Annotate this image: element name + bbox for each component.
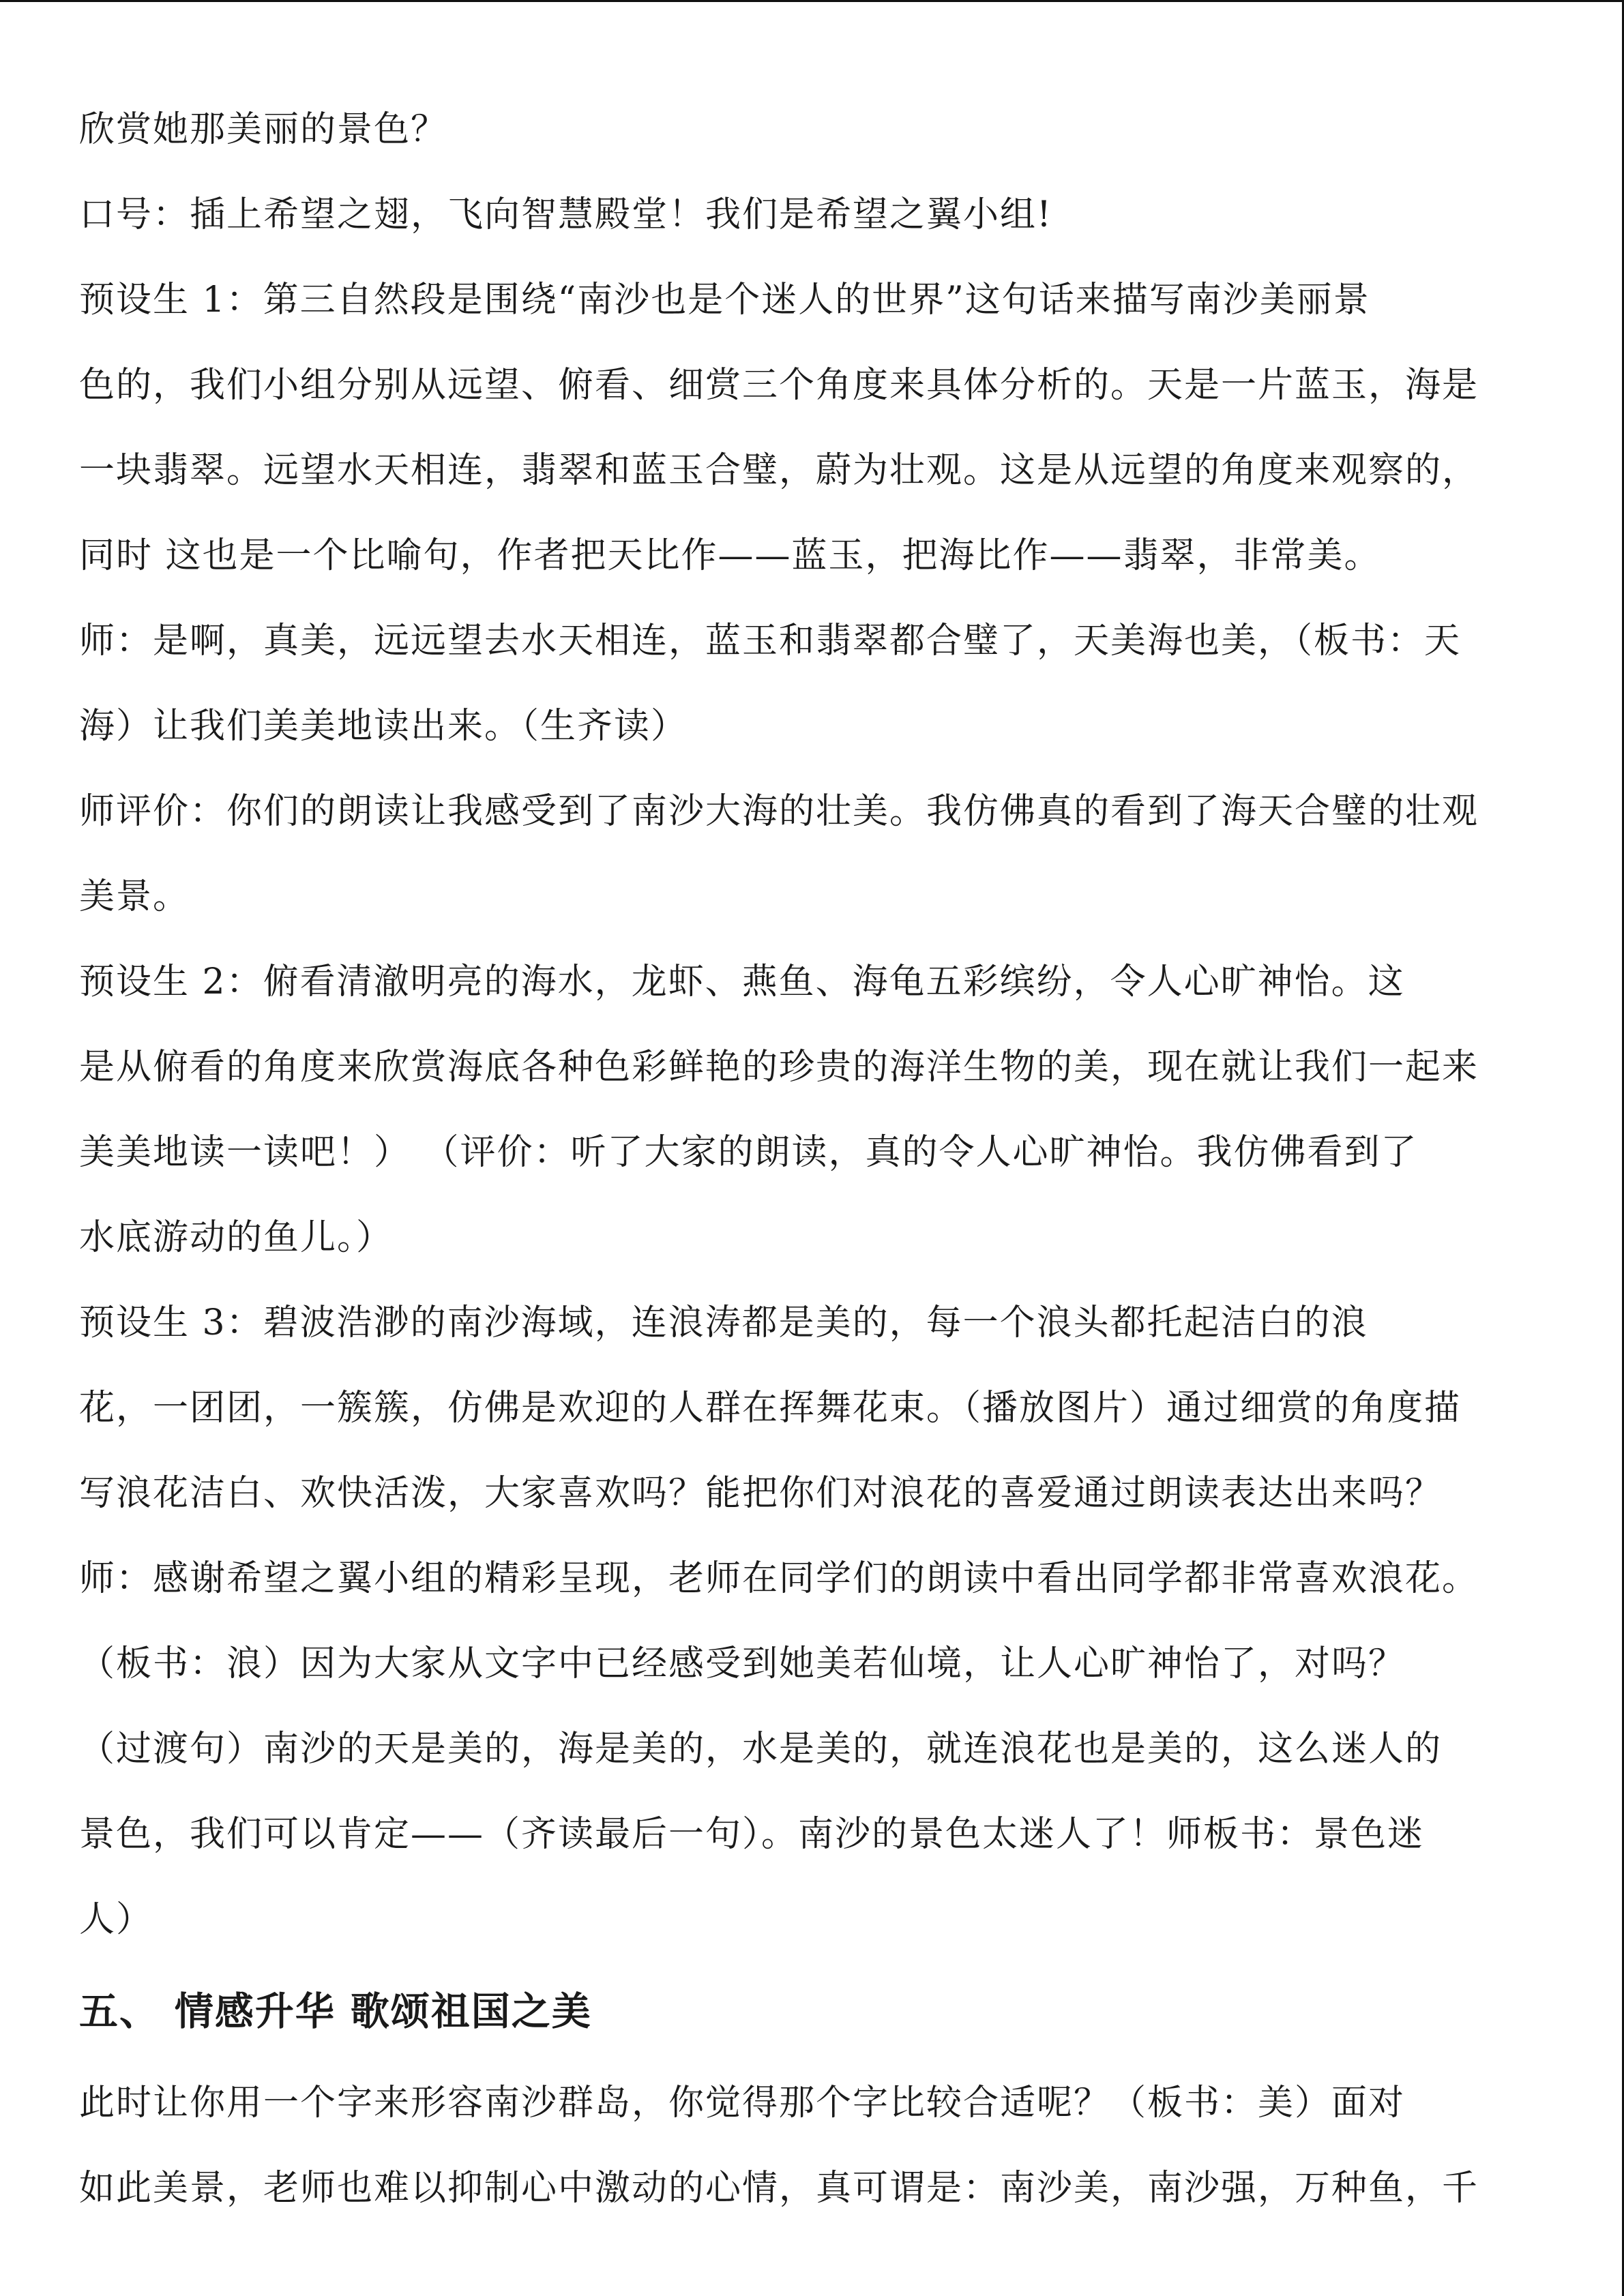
text-line: 色的，我们小组分别从远望、俯看、细赏三个角度来具体分析的。天是一片蓝玉，海是 [79, 365, 1479, 406]
text-line: 景色，我们可以肯定——（齐读最后一句）。南沙的景色太迷人了！师板书：景色迷 [79, 1814, 1425, 1855]
text-line: 预设生 2：俯看清澈明亮的海水，龙虾、燕鱼、海龟五彩缤纷，令人心旷神怡。这 [79, 961, 1405, 1002]
section-heading: 五、 情感升华 歌颂祖国之美 [79, 1989, 592, 2034]
text-line: 美景。 [79, 876, 190, 917]
text-line: 师评价：你们的朗读让我感受到了南沙大海的壮美。我仿佛真的看到了海天合璧的壮观 [79, 791, 1479, 832]
text-line: 是从俯看的角度来欣赏海底各种色彩鲜艳的珍贵的海洋生物的美，现在就让我们一起来 [79, 1047, 1479, 1088]
text-line: 一块翡翠。远望水天相连，翡翠和蓝玉合璧，蔚为壮观。这是从远望的角度来观察的， [79, 450, 1479, 491]
text-line: 师：是啊，真美，远远望去水天相连，蓝玉和翡翠都合璧了，天美海也美，（板书：天 [79, 621, 1462, 661]
text-line: 预设生 3：碧波浩渺的南沙海域，连浪涛都是美的，每一个浪头都托起洁白的浪 [79, 1302, 1368, 1343]
text-line: 写浪花洁白、欢快活泼，大家喜欢吗？能把你们对浪花的喜爱通过朗读表达出来吗？ [79, 1473, 1443, 1514]
page-border-top [0, 0, 1624, 2]
text-line: （过渡句）南沙的天是美的，海是美的，水是美的，就连浪花也是美的，这么迷人的 [79, 1729, 1443, 1770]
text-line: 如此美景，老师也难以抑制心中激动的心情，真可谓是：南沙美，南沙强，万种鱼，千 [79, 2168, 1479, 2209]
text-line: 此时让你用一个字来形容南沙群岛，你觉得那个字比较合适呢？（板书：美）面对 [79, 2083, 1406, 2123]
text-line: 同时 这也是一个比喻句，作者把天比作——蓝玉，把海比作——翡翠，非常美。 [79, 535, 1381, 576]
text-line: （板书：浪）因为大家从文字中已经感受到她美若仙境，让人心旷神怡了，对吗？ [79, 1643, 1406, 1684]
text-line: 花，一团团，一簇簇，仿佛是欢迎的人群在挥舞花束。（播放图片）通过细赏的角度描 [79, 1388, 1462, 1429]
text-line: 欣赏她那美丽的景色？ [79, 109, 448, 150]
text-line: 师：感谢希望之翼小组的精彩呈现，老师在同学们的朗读中看出同学都非常喜欢浪花。 [79, 1558, 1479, 1599]
text-line: 美美地读一读吧！） （评价：听了大家的朗读，真的令人心旷神怡。我仿佛看到了 [79, 1132, 1418, 1173]
text-line: 水底游动的鱼儿。） [79, 1217, 394, 1258]
document-page [79, 87, 1563, 2231]
text-line: 海）让我们美美地读出来。（生齐读） [79, 706, 688, 747]
text-line: 预设生 1：第三自然段是围绕“南沙也是个迷人的世界”这句话来描写南沙美丽景 [79, 280, 1370, 320]
text-line: 口号：插上希望之翅，飞向智慧殿堂！我们是希望之翼小组! [79, 194, 1052, 235]
text-line: 人） [79, 1899, 153, 1940]
